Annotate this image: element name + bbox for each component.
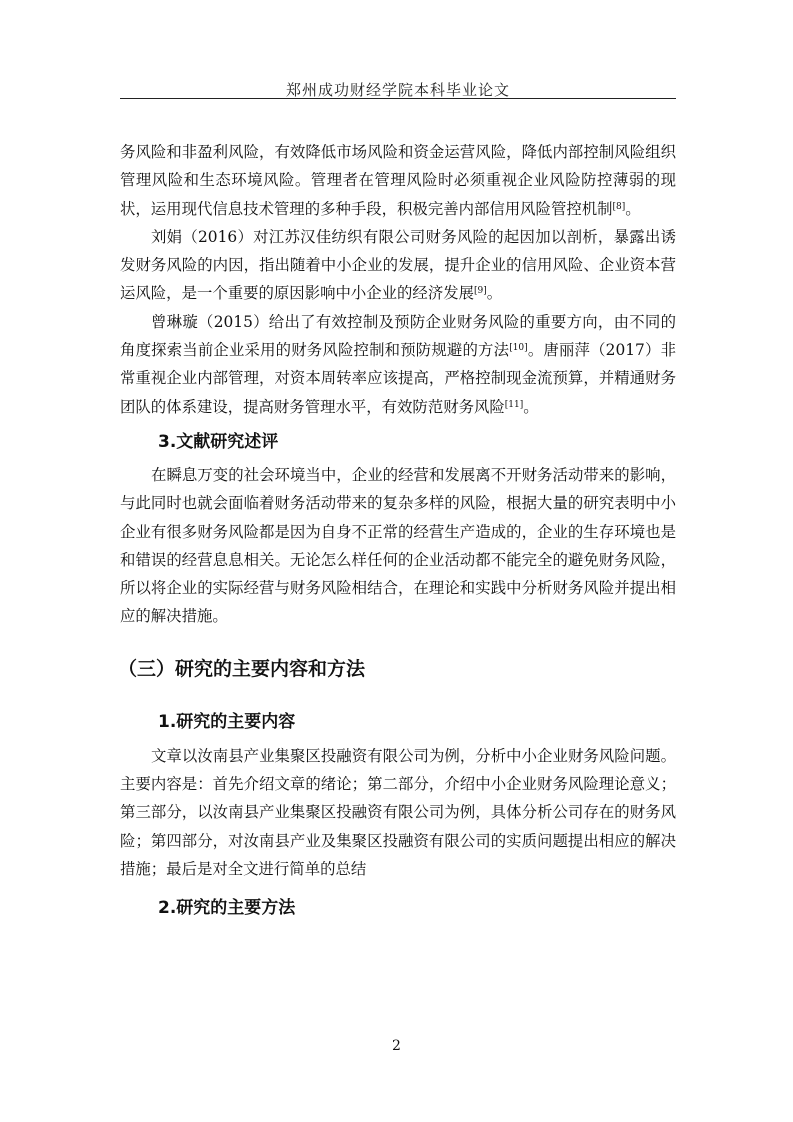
citation-10: [10]	[509, 343, 528, 354]
citation-8: [8]	[612, 201, 626, 212]
heading-literature-review: 3.文献研究述评	[158, 431, 279, 452]
running-header: 郑州成功财经学院本科毕业论文	[285, 81, 510, 99]
paragraph-2: 刘娟（2016）对江苏汉佳纺织有限公司财务风险的起因加以剖析，暴露出诱发财务风险的内因，指出随着中小企业的发展，提升企业的信用风险、企业资本营运风险，是一个重要的原因影响中小企业的经济发展[9]。	[120, 227, 676, 303]
page-number: 2	[392, 1038, 401, 1054]
heading-main-method: 2.研究的主要方法	[158, 898, 296, 919]
citation-11: [11]	[504, 399, 524, 410]
paragraph-4: 在瞬息万变的社会环境当中，企业的经营和发展离不开财务活动带来的影响，与此同时也就会面临着财务活动带来的复杂多样的风险，根据大量的研究表明中小企业有很多财务风险都是因为自身不正常的经营生产造成的，企业的生存环境也是和错误的经营息息相关。无论怎么样任何的企业活动都不能完全的避免财务风险，所以将企业的实际经营与财务风险相结合，在理论和实践中分析财务风险并提出相应的解决措施。	[120, 465, 676, 626]
citation-9: [9]	[474, 286, 487, 297]
header-rule	[120, 98, 676, 99]
paragraph-1: 务风险和非盈利风险，有效降低市场风险和资金运营风险，降低内部控制风险组织管理风险和生态环境风险。管理者在管理风险时必须重视企业风险防控薄弱的现状，运用现代信息技术管理的多种手段，积极完善内部信用风险管控机制[8]。	[120, 143, 676, 218]
paragraph-3: 曾琳璇（2015）给出了有效控制及预防企业财务风险的重要方向，由不同的角度探索当前企业采用的财务风险控制和预防规避的方法[10]。唐丽萍（2017）非常重视企业内部管理，对资本周转率应该提高，严格控制现金流预算，并精通财务团队的体系建设，提高财务管理水平，有效防范财务风险[11]。	[120, 312, 676, 416]
heading-main-content: 1.研究的主要内容	[158, 711, 296, 732]
heading-content-and-method: （三）研究的主要内容和方法	[118, 657, 366, 680]
paragraph-5: 文章以汝南县产业集聚区投融资有限公司为例，分析中小企业财务风险问题。主要内容是：首先介绍文章的绪论；第二部分，介绍中小企业财务风险理论意义；第三部分，以汝南县产业集聚区投融资有限公司为例，具体分析公司存在的财务风险；第四部分，对汝南县产业及集聚区投融资有限公司的实质问题提出相应的解决措施；最后是对全文进行简单的总结	[120, 746, 676, 878]
page-body	[120, 138, 676, 918]
